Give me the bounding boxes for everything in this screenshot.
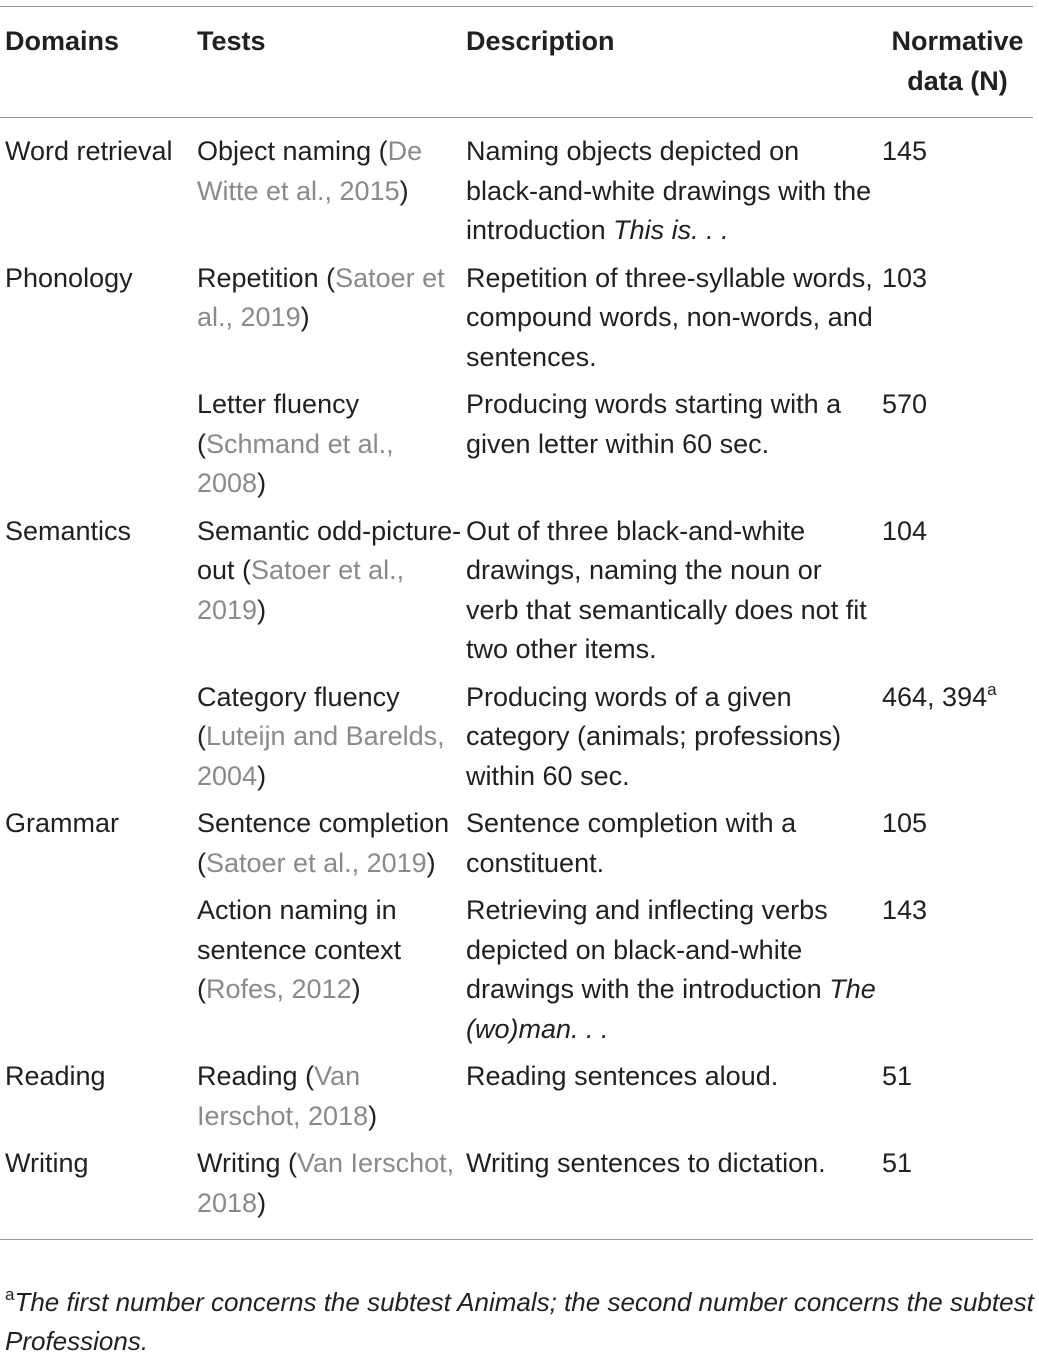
test-cell bbox=[197, 512, 466, 678]
test-close-paren: ) bbox=[257, 1187, 267, 1218]
test-name: Category fluency ( bbox=[197, 681, 400, 751]
normative-n-value: 464, 394 bbox=[882, 681, 988, 712]
description-cell: Producing words starting with a given letter within 60 sec. bbox=[466, 389, 842, 459]
test-cell bbox=[197, 118, 466, 259]
normative-n-cell: 51 bbox=[882, 1061, 913, 1091]
test-cell bbox=[197, 1057, 466, 1144]
test-close-paren: ) bbox=[257, 468, 267, 498]
test-cell bbox=[197, 891, 466, 1057]
domain-cell bbox=[0, 678, 197, 805]
footnote-marker[interactable]: a bbox=[987, 679, 997, 699]
test-name: Object naming ( bbox=[197, 136, 388, 166]
domain-cell: Grammar bbox=[5, 808, 119, 838]
citation-link[interactable]: Van Ierschot, 2018 bbox=[197, 1061, 369, 1131]
table-header bbox=[0, 7, 1033, 118]
table-row bbox=[0, 1144, 1033, 1240]
citation-link[interactable]: De Witte et al., 2015 bbox=[197, 136, 423, 206]
table-row bbox=[0, 259, 1033, 386]
table-footnote bbox=[5, 1283, 1035, 1361]
header-normative-data bbox=[882, 7, 1033, 118]
table-row bbox=[0, 804, 1033, 891]
normative-n-cell bbox=[882, 678, 1033, 805]
test-cell bbox=[197, 678, 466, 805]
test-name: Repetition ( bbox=[197, 262, 336, 293]
header-row bbox=[0, 7, 1033, 118]
test-name: Semantic odd-picture-out ( bbox=[197, 515, 462, 585]
description-italic: This is. . . bbox=[613, 215, 729, 245]
description-cell bbox=[466, 118, 882, 259]
description-cell: Producing words of a given category (animals; professions) within 60 sec. bbox=[466, 681, 842, 791]
normative-n-cell: 103 bbox=[882, 262, 928, 293]
test-close-paren: ) bbox=[399, 175, 409, 206]
domain-cell: Phonology bbox=[5, 262, 133, 293]
citation-link[interactable]: Satoer et al., 2019 bbox=[197, 555, 405, 625]
description-cell: Reading sentences aloud. bbox=[466, 1061, 779, 1091]
footnote-text: The first number concerns the subtest Animals; the second number concerns the subtest Professions. bbox=[5, 1287, 1034, 1356]
table-row bbox=[0, 1057, 1033, 1144]
normative-n-cell: 145 bbox=[882, 136, 928, 166]
table-row bbox=[0, 512, 1033, 678]
description-cell: Writing sentences to dictation. bbox=[466, 1148, 826, 1178]
citation-link[interactable]: Luteijn and Barelds, 2004 bbox=[197, 721, 445, 791]
normative-tests-table bbox=[0, 6, 1033, 1240]
test-close-paren: ) bbox=[257, 594, 267, 625]
domain-cell bbox=[0, 891, 197, 1057]
test-cell bbox=[197, 385, 466, 512]
domain-cell: Word retrieval bbox=[5, 136, 173, 166]
normative-n-cell: 104 bbox=[882, 515, 928, 546]
domain-cell: Writing bbox=[5, 1148, 89, 1178]
test-cell bbox=[197, 259, 466, 386]
header-tests: Tests bbox=[197, 26, 266, 56]
table-row bbox=[0, 118, 1033, 259]
test-cell bbox=[197, 1144, 466, 1240]
normative-n-cell: 51 bbox=[882, 1148, 913, 1178]
table-row bbox=[0, 678, 1033, 805]
citation-link[interactable]: Satoer et al., 2019 bbox=[197, 262, 445, 332]
footnote-label: a bbox=[5, 1285, 15, 1304]
test-cell bbox=[197, 804, 466, 891]
table-row bbox=[0, 891, 1033, 1057]
domain-cell: Semantics bbox=[5, 515, 132, 546]
test-name: Letter fluency ( bbox=[197, 389, 360, 459]
citation-link[interactable]: Rofes, 2012 bbox=[206, 974, 352, 1004]
normative-n-cell: 105 bbox=[882, 808, 928, 838]
domain-cell bbox=[0, 385, 197, 512]
header-domains: Domains bbox=[5, 26, 120, 56]
description-text: Retrieving and inflecting verbs depicted on black-and-white drawings with the introduction bbox=[466, 895, 830, 1004]
header-normative-line2: data (N) bbox=[907, 65, 1008, 96]
test-close-paren: ) bbox=[368, 1100, 378, 1131]
normative-n-cell: 570 bbox=[882, 389, 928, 419]
test-close-paren: ) bbox=[426, 847, 436, 878]
description-italic: The (wo)man. . . bbox=[466, 974, 876, 1044]
test-name: Reading ( bbox=[197, 1061, 315, 1091]
test-close-paren: ) bbox=[351, 974, 361, 1004]
test-name: Writing ( bbox=[197, 1148, 298, 1178]
header-normative-line1: Normative bbox=[891, 26, 1024, 56]
test-close-paren: ) bbox=[257, 760, 267, 791]
description-cell: Out of three black-and-white drawings, naming the noun or verb that semantically does not fit two other items. bbox=[466, 515, 867, 664]
test-name: Action naming in sentence context ( bbox=[197, 895, 402, 1004]
citation-link[interactable]: Schmand et al., 2008 bbox=[197, 428, 394, 498]
test-close-paren: ) bbox=[300, 302, 310, 332]
description-cell: Sentence completion with a constituent. bbox=[466, 808, 797, 878]
domain-cell: Reading bbox=[5, 1061, 106, 1091]
description-cell: Repetition of three-syllable words, compound words, non-words, and sentences. bbox=[466, 262, 873, 372]
table-body bbox=[0, 118, 1033, 1240]
description-text: Naming objects depicted on black-and-white drawings with the introduction bbox=[466, 136, 872, 245]
header-description: Description bbox=[466, 26, 615, 56]
normative-n-cell: 143 bbox=[882, 895, 928, 925]
citation-link[interactable]: Van Ierschot, 2018 bbox=[197, 1148, 455, 1218]
table-row bbox=[0, 385, 1033, 512]
description-cell bbox=[466, 891, 882, 1057]
citation-link[interactable]: Satoer et al., 2019 bbox=[206, 847, 427, 878]
test-name: Sentence completion ( bbox=[197, 808, 450, 878]
